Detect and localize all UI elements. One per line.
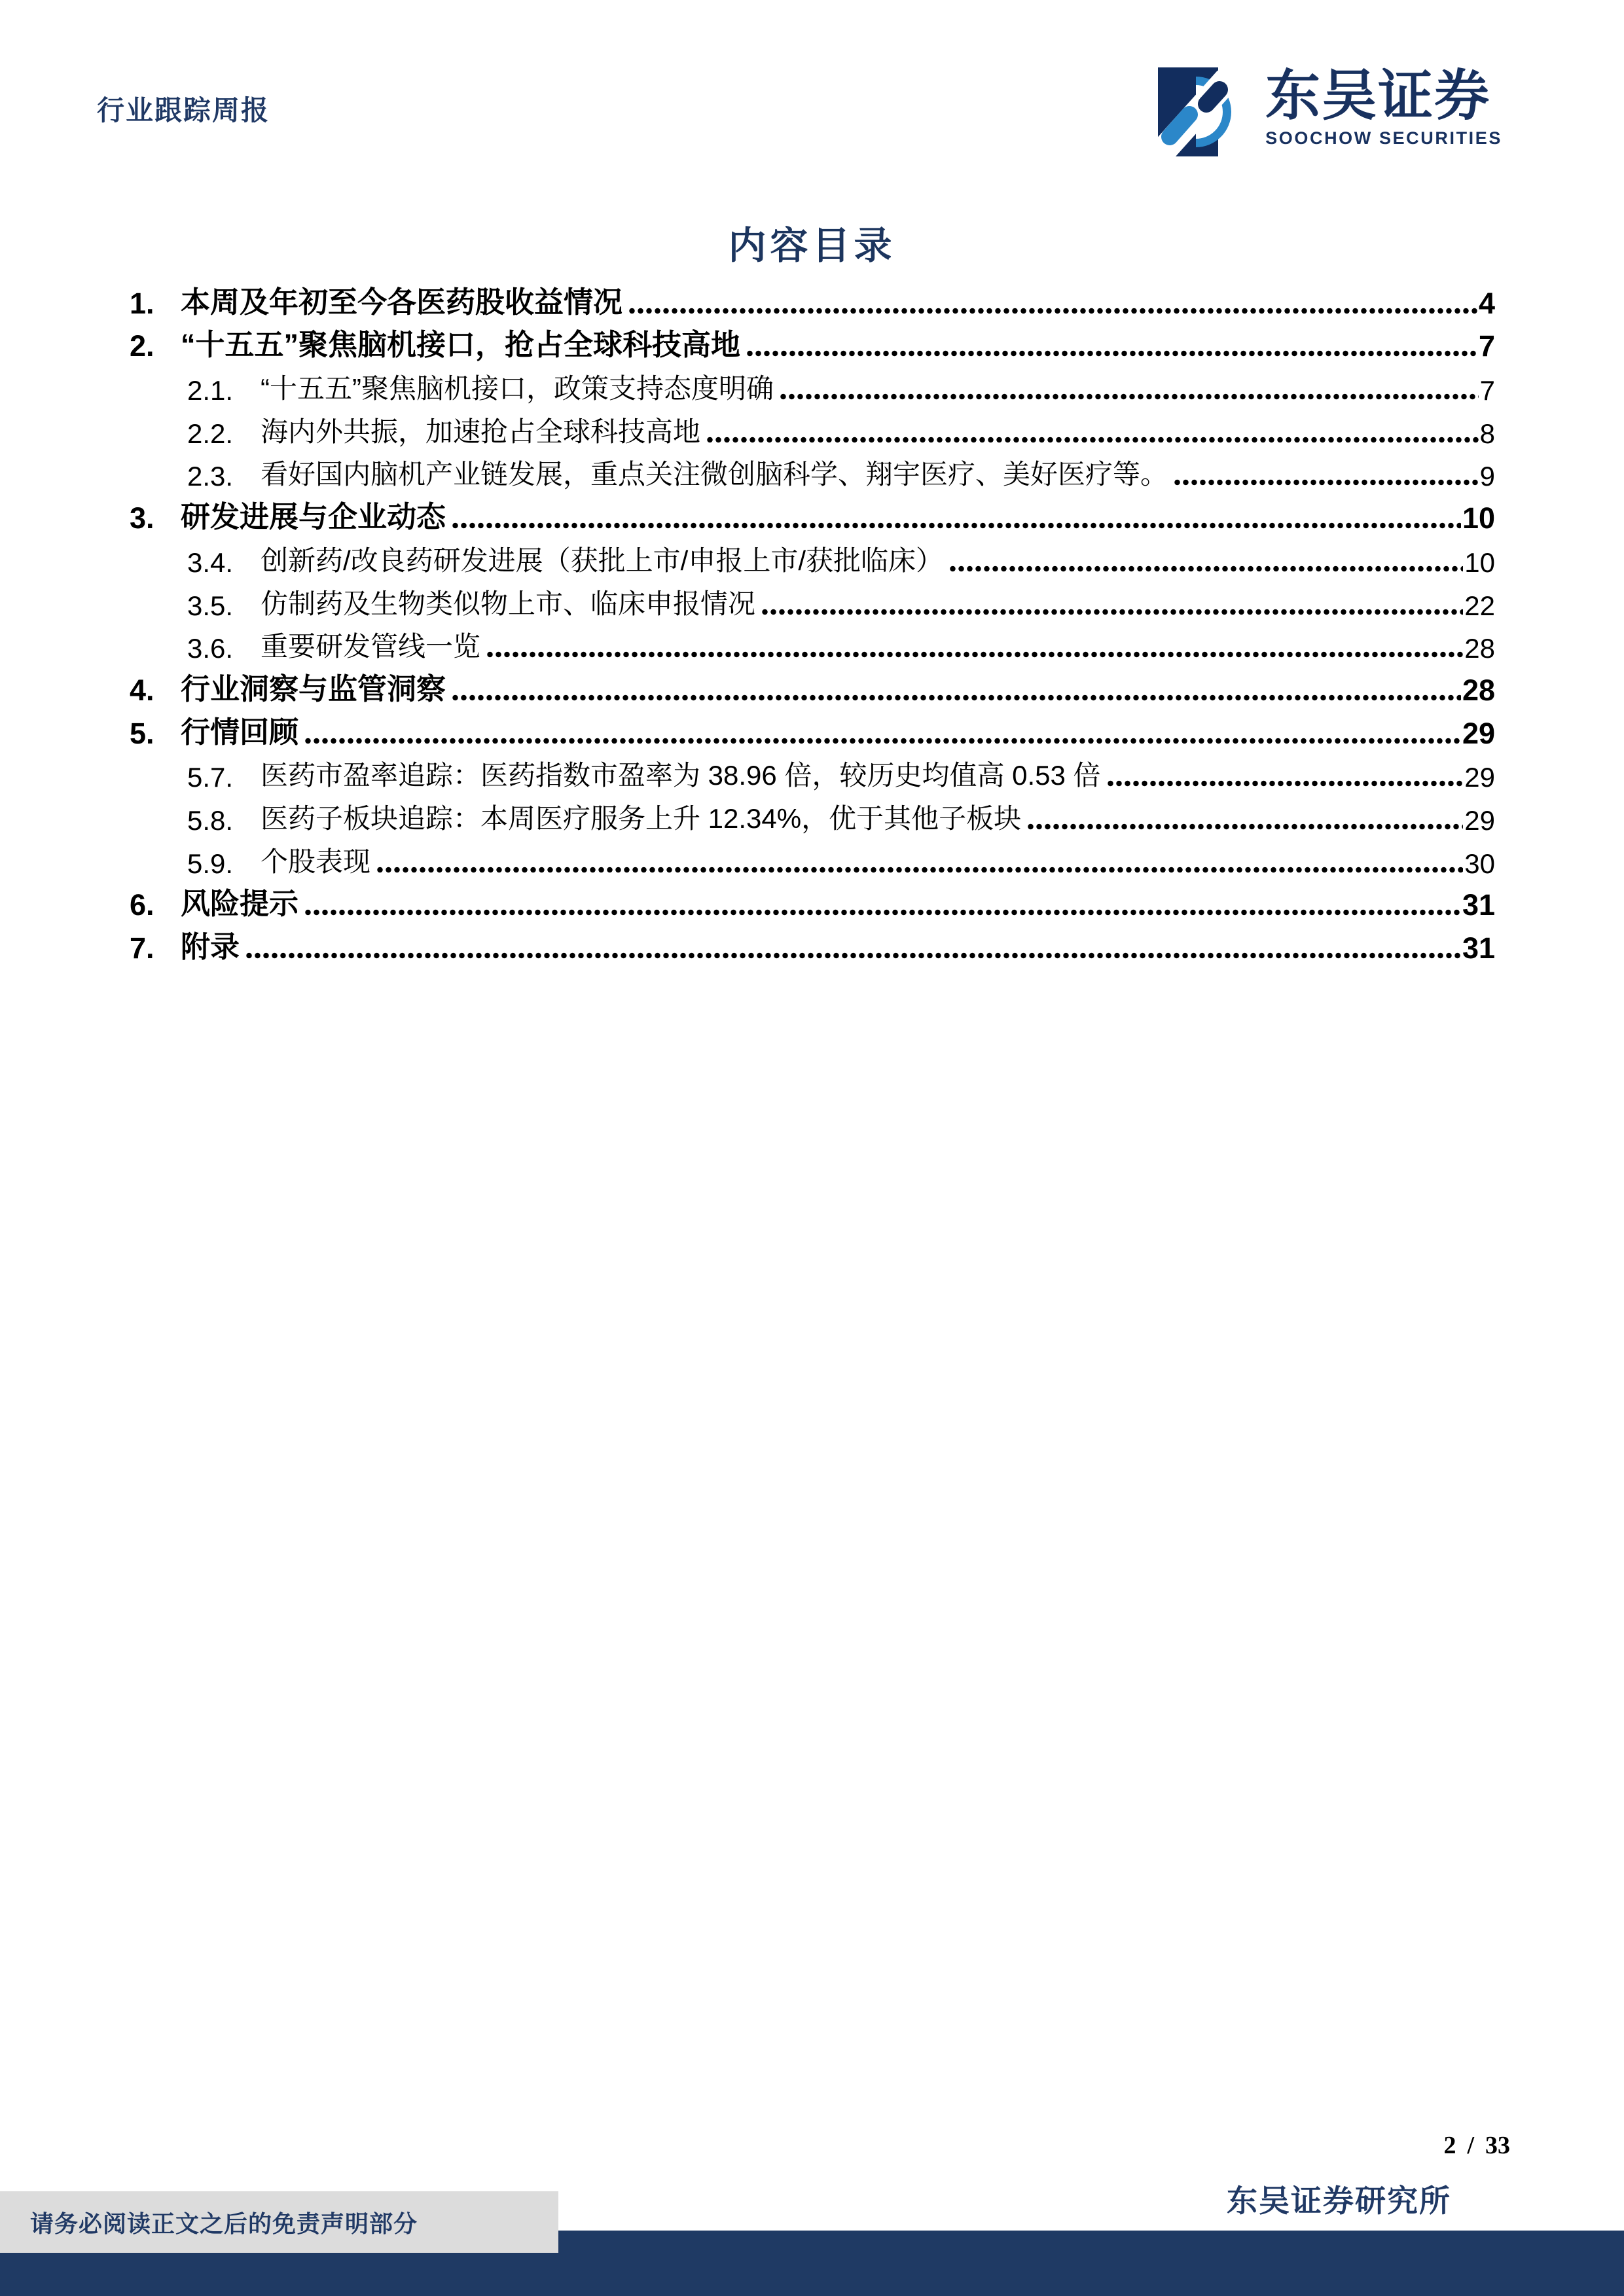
institute-label: 东吴证券研究所 <box>1227 2185 1451 2219</box>
toc-entry-number: 3. <box>130 501 154 535</box>
toc-entry[interactable] <box>130 708 1495 751</box>
toc-leader-dots <box>1173 479 1479 486</box>
toc-leader-dots <box>1026 823 1463 830</box>
page-separator: / <box>1467 2132 1474 2159</box>
toc-leader-dots <box>628 308 1477 314</box>
toc-entry[interactable] <box>130 535 1495 579</box>
disclaimer-bar <box>0 2191 558 2253</box>
brand-name-en: SOOCHOW SECURITIES <box>1265 128 1502 149</box>
toc-entry[interactable] <box>130 793 1495 836</box>
page-total: 33 <box>1485 2132 1510 2159</box>
toc-entry[interactable] <box>130 751 1495 794</box>
toc-entry-page: 29 <box>1462 716 1495 750</box>
toc-entry-page: 29 <box>1464 762 1495 793</box>
toc-entry[interactable] <box>130 450 1495 493</box>
brand-name-cn: 东吴证券 <box>1265 66 1491 127</box>
toc-entry-number: 5.7. <box>187 762 234 793</box>
toc-entry-page: 30 <box>1464 848 1495 879</box>
toc-entry-number: 5.9. <box>187 848 234 879</box>
toc-entry-page: 10 <box>1464 547 1495 578</box>
brand-text <box>1265 67 1502 149</box>
toc-entry-title: 行业洞察与监管洞察 <box>181 672 446 706</box>
toc-leader-dots <box>304 909 1461 916</box>
toc-leader-dots <box>304 738 1461 744</box>
report-type-label: 行业跟踪周报 <box>97 96 270 126</box>
toc-entry-page: 10 <box>1462 501 1495 535</box>
toc-entry-number: 2. <box>130 329 154 363</box>
toc-entry-title: 创新药/改良药研发进展（获批上市/申报上市/获批临床） <box>261 545 944 576</box>
toc-leader-dots <box>761 609 1463 615</box>
toc-entry-title: 重要研发管线一览 <box>261 631 481 662</box>
toc-entry-number: 4. <box>130 673 154 707</box>
toc-leader-dots <box>451 522 1461 529</box>
toc-entry-title: 医药子板块追踪：本周医疗服务上升 12.34%，优于其他子板块 <box>261 802 1022 834</box>
toc-entry[interactable] <box>130 664 1495 708</box>
toc-entry[interactable] <box>130 406 1495 450</box>
toc-entry-number: 3.5. <box>187 590 234 621</box>
toc-title: 内容目录 <box>728 224 896 267</box>
toc-entry[interactable] <box>130 922 1495 965</box>
toc-entry-title: 附录 <box>181 930 240 963</box>
toc-entry-title: 看好国内脑机产业链发展，重点关注微创脑科学、翔宇医疗、美好医疗等。 <box>261 459 1168 490</box>
toc-entry-number: 2.1. <box>187 375 234 406</box>
toc-entry-number: 5.8. <box>187 804 234 836</box>
toc-entry-title: 海内外共振，加速抢占全球科技高地 <box>261 416 701 447</box>
toc-entry-page: 31 <box>1462 931 1495 965</box>
toc-entry-number: 2.3. <box>187 461 234 492</box>
toc-entry-title: 个股表现 <box>261 846 371 877</box>
toc-leader-dots <box>1106 780 1464 787</box>
toc-entry-number: 3.6. <box>187 633 234 664</box>
toc-entry-number: 2.2. <box>187 418 234 449</box>
toc-entry-title: 风险提示 <box>181 887 299 921</box>
toc-entry-page: 31 <box>1462 888 1495 922</box>
toc-entry-page: 4 <box>1478 286 1495 320</box>
toc-leader-dots <box>486 651 1463 658</box>
toc-entry-page: 28 <box>1464 633 1495 664</box>
disclaimer-text: 请务必阅读正文之后的免责声明部分 <box>30 2210 418 2237</box>
toc-leader-dots <box>746 350 1477 357</box>
toc-entry-title: “十五五”聚焦脑机接口，抢占全球科技高地 <box>181 328 741 362</box>
toc-entry[interactable] <box>130 622 1495 665</box>
toc-entry[interactable] <box>130 880 1495 923</box>
toc-entry-number: 6. <box>130 888 154 922</box>
toc-leader-dots <box>706 437 1479 443</box>
toc-entry-title: 本周及年初至今各医药股收益情况 <box>181 285 623 319</box>
toc-entry-number: 3.4. <box>187 547 234 578</box>
toc-entry[interactable] <box>130 321 1495 364</box>
page-current: 2 <box>1443 2132 1456 2159</box>
toc-entry-title: 研发进展与企业动态 <box>181 500 446 534</box>
toc-entry-page: 28 <box>1462 673 1495 707</box>
toc-entry-title: 行情回顾 <box>181 715 299 749</box>
toc-leader-dots <box>779 393 1479 400</box>
toc-entry-page: 7 <box>1479 375 1495 406</box>
toc-entry-number: 7. <box>130 931 154 965</box>
toc-entry-page: 22 <box>1464 590 1495 621</box>
toc-leader-dots <box>948 565 1463 572</box>
toc-entry[interactable] <box>130 363 1495 406</box>
toc-leader-dots <box>245 952 1461 959</box>
toc-entry-page: 29 <box>1464 804 1495 836</box>
toc-entry-page: 7 <box>1478 329 1495 363</box>
soochow-logo-icon <box>1158 67 1250 157</box>
toc-entry-title: 医药市盈率追踪：医药指数市盈率为 38.96 倍，较历史均值高 0.53 倍 <box>261 760 1101 791</box>
toc-entry[interactable] <box>130 278 1495 321</box>
toc-entry-number: 1. <box>130 286 154 320</box>
toc-entry-title: 仿制药及生物类似物上市、临床申报情况 <box>261 588 756 619</box>
toc-leader-dots <box>451 694 1461 701</box>
toc-list <box>130 278 1495 965</box>
toc-entry-page: 8 <box>1479 418 1495 449</box>
toc-entry[interactable] <box>130 836 1495 880</box>
toc-entry[interactable] <box>130 579 1495 622</box>
toc-entry-title: “十五五”聚焦脑机接口，政策支持态度明确 <box>261 373 774 404</box>
toc-entry-number: 5. <box>130 716 154 750</box>
toc-entry-page: 9 <box>1479 461 1495 492</box>
toc-entry[interactable] <box>130 492 1495 535</box>
page-indicator <box>1443 2131 1510 2160</box>
toc-leader-dots <box>376 867 1463 873</box>
brand-block <box>1158 67 1502 157</box>
